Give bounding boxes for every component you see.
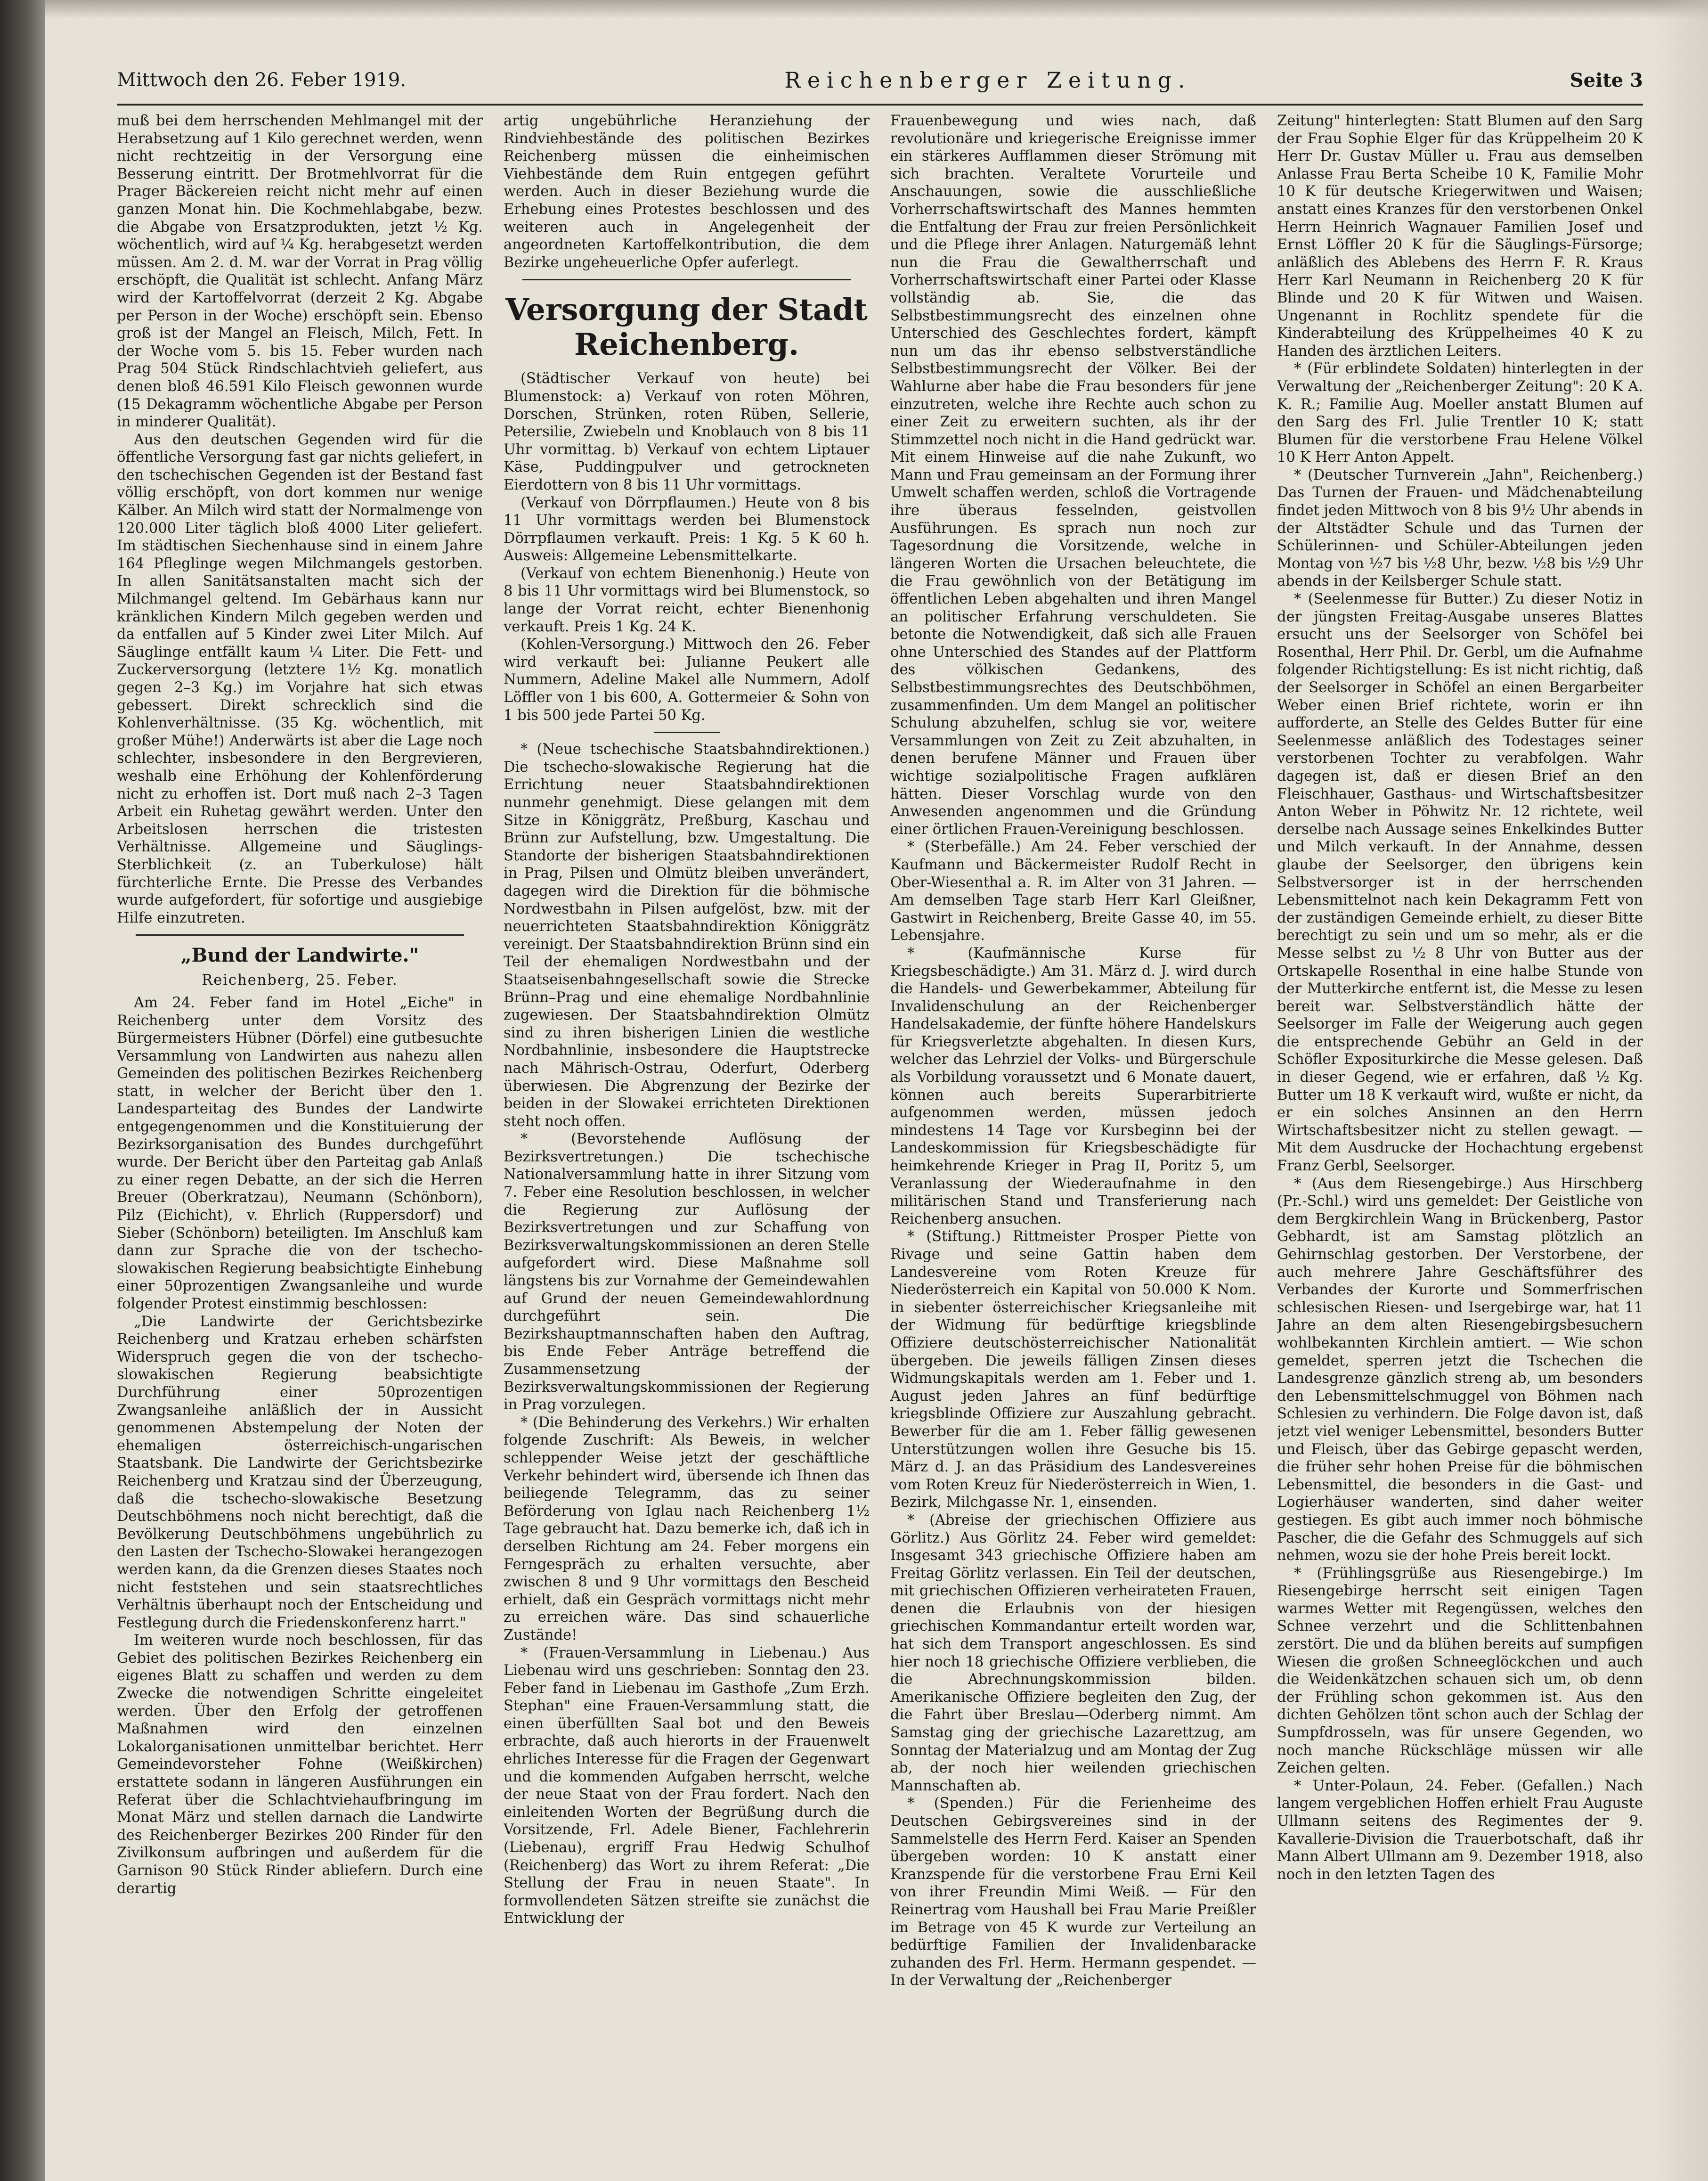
article-text: * (Aus dem Riesengebirge.) Aus Hirschberg (Pr.-Schl.) wird uns gemeldet: Der Geistliche von dem Bergkirchlein Wang in Brückenberg, Pastor Gebhardt, ist am Samstag plötzlich an Gehirnschlag gestorben. Der Verstorbene, der auch mehrere Jahre Geschäftsführer des Verbandes der Kurorte und Sommerfrischen schlesischen Riesen- und Isergebirge war, hat 11 Jahre an dem alten Riesengebirgsbesuchern wohlbekannten Kirchlein amtiert. — Wie schon gemeldet, sperren jetzt die Tschechen die Landesgrenze gänzlich streng ab, um besonders den Lebensmittelschmuggel von Böhmen nach Schlesien zu verhindern. Die Folge davon ist, daß jetzt viel weniger Lebensmittel, besonders Butter und Fleisch, über das Gebirge gepascht werden, die früher sehr hohen Preise für die böhmischen Lebensmittel, die besonders in die Gast- und Logierhäuser wanderten, sind daher weiter gestiegen. Es gibt auch immer noch böhmische Pascher, die die Gefahr des Schmuggels auf sich nehmen, wozu sie der hohe Preis bereit lockt. — [1277, 1175, 1643, 1564]
page-header — [117, 57, 1643, 106]
article-text: * (Frauen-Versammlung in Liebenau.) Aus Liebenau wird uns geschrieben: Sonntag den 23. Feber fand in Liebenau im Gasthofe „Zum Erzh. Stephan" eine Frauen-Versammlung statt, die einen überfüllten Saal bot und den Beweis erbrachte, daß auch hierorts in der Frauenwelt ehrliches Interesse für die Fragen der Gegenwart und die kommenden Aufgaben herrscht, welche der neue Staat von der Frau fordert. Nach den einleitenden Worten der Begrüßung durch die Vorsitzende, Frl. Adele Biener, Fachlehrerin (Liebenau), ergriff Frau Hedwig Schulhof (Reichenberg) das Wort zu ihrem Referat: „Die Stellung der Frau in neuen Staate". In formvollendeten Sätzen streifte sie zunächst die Entwicklung der — [504, 1644, 870, 1927]
column-2 — [504, 112, 870, 2166]
divider — [522, 279, 851, 280]
article-text: * (Kaufmännische Kurse für Kriegsbeschädigte.) Am 31. März d. J. wird durch die Handels- und Gewerbekammer, Abteilung für Invalidenschulung an der Reichenberger Handelsakademie, der fünfte höhere Handelskurs für Kriegsverletzte abgehalten. In diesen Kurs, welcher das Lehrziel der Volks- und Bürgerschule als Vorbildung voraussetzt und 6 Monate dauert, können auch bereits Superarbitrierte aufgenommen werden, müssen jedoch mindestens 14 Tage vor Kursbeginn bei der Landeskommission für Kriegsbeschädigte für heimkehrende Krieger in Prag II, Poritz 5, um Veranlassung der Wiederaufnahme in den militärischen Stand und Transferierung nach Reichenberg ansuchen. — [890, 945, 1256, 1227]
article-text: (Städtischer Verkauf von heute) bei Blumenstock: a) Verkauf von roten Möhren, Dorschen, Strünken, roten Rüben, Sellerie, Petersilie, Zwiebeln und Knoblauch von 8 bis 11 Uhr vormittag. b) Verkauf von echtem Liptauer Käse, Puddingpulver und getrockneten Eierdottern von 8 bis 11 Uhr vormittags. — [504, 370, 870, 493]
article-columns — [117, 112, 1643, 2166]
article-text: Frauenbewegung und wies nach, daß revolutionäre und kriegerische Ereignisse immer ein stärkeres Aufflammen dieser Strömung mit sich brachten. Veraltete Vorurteile und Anschauungen, sowie die ausschließliche Vorherrschaftswirtschaft des Mannes hemmten die Entfaltung der Frau zur freien Persönlichkeit und die Pflege ihrer Anlagen. Naturgemäß lehnt nun die Frau die Gewaltherrschaft und Vorherrschaftswirtschaft einer Partei oder Klasse vollständig ab. Sie, die das Selbstbestimmungsrecht des einzelnen ohne Unterschied des Geschlechtes fordert, kämpft nun um das ihr ebenso selbstverständliche Selbstbestimmungsrecht der Völker. Bei der Wahlurne aber habe die Frau besonders für jene einzutreten, welche ihre Rechte auch schon zu einer Zeit zu erweitern suchten, als ihr der Stimmzettel noch nicht in die Hand gedrückt war. Mit einem Hinweise auf die nahe Zukunft, wo Mann und Frau gemeinsam an der Formung ihrer Umwelt schaffen werden, schloß die Vortragende ihre überaus fesselnden, geistvollen Ausführungen. Es sprach nun noch zur Tagesordnung die Vorsitzende, welche in längeren Worten die Ursachen beleuchtete, die die Frau gewöhnlich von der Betätigung im öffentlichen Leben abgehalten und ihren Mangel an politischer Erfahrung verschuldeten. Sie betonte die Notwendigkeit, daß sich alle Frauen ohne Unterschied des Standes auf der Plattform des völkischen Gedankens, des Selbstbestimmungsrechtes des Deutschböhmen, zusammenfinden. Um dem Mangel an politischer Schulung abzuhelfen, schlug sie vor, weitere Versammlungen von Zeit zu Zeit abzuhalten, in denen berufene Männer und Frauen über wichtige sozialpolitische Fragen aufklären hätten. Dieser Vorschlag wurde von den Anwesenden angenommen und die Gründung einer örtlichen Frauen-Vereinigung beschlossen. — [890, 113, 1256, 838]
newspaper-title: Reichenberger Zeitung. — [784, 67, 1192, 93]
column-3 — [890, 112, 1256, 2166]
article-text: Am 24. Feber fand im Hotel „Eiche" in Reichenberg unter dem Vorsitz des Bürgermeisters Hübner (Dörfel) eine gutbesuchte Versammlung von Landwirten aus nahezu allen Gemeinden des politischen Bezirkes Reichenberg statt, in welcher der Bericht über den 1. Landesparteitag des Bundes der Landwirte entgegengenommen und die Konstituierung der Bezirksorganisation des Bundes durchgeführt wurde. Der Bericht über den Parteitag gab Anlaß zu einer regen Debatte, an der sich die Herren Breuer (Oberkratzau), Neumann (Schönborn), Pilz (Eichicht), v. Ehrlich (Ruppersdorf) und Sieber (Schönborn) beteiligten. Im Anschluß kam dann zur Sprache die von der tschecho-slowakischen Regierung beabsichtigte Einhebung einer 50prozentigen Zwangsanleihe und wurde folgender Protest einstimmig beschlossen: — [117, 994, 483, 1312]
page-number: Seite 3 — [1570, 69, 1643, 91]
article-text: Aus den deutschen Gegenden wird für die öffentliche Versorgung fast gar nichts geliefert, in den tschechischen Gegenden ist der Bestand fast völlig erschöpft, von dort kommen nur wenige Kälber. An Milch wird statt der Normalmenge von 120.000 Liter täglich bloß 4000 Liter geliefert. Im städtischen Siechenhause sind in einem Jahre 164 Pfleglinge wegen Milchmangels gestorben. In allen Sanitätsanstalten macht sich der Milchmangel geltend. Im Gebärhaus kann nur kränklichen Kindern Milch gegeben werden und da entfallen auf 5 Kinder zwei Liter Milch. Auf Säuglinge entfällt kaum ¼ Liter. Die Fett- und Zuckerversorgung (letztere 1½ Kg. monatlich gegen 2–3 Kg.) im Vorjahre hat sich etwas gebessert. Direkt schrecklich sind die Kohlenverhältnisse. (35 Kg. wöchentlich, mit großer Mühe!) Anderwärts ist aber die Lage noch schlechter, insbesondere in den Bergrevieren, weshalb eine Erhöhung der Kohlenförderung nicht zu erhoffen ist. Dort muß nach 2–3 Tagen Arbeit ein Ruhetag gewährt werden. Unter den Arbeitslosen herrschen die tristesten Verhältnisse. Allgemeine und Säuglings-Sterblichkeit (z. an Tuberkulose) hält fürchterliche Ernte. Die Presse des Verbandes wurde aufgefordert, für sofortige und ausgiebige Hilfe einzutreten. — [117, 431, 483, 926]
article-text: * (Die Behinderung des Verkehrs.) Wir erhalten folgende Zuschrift: Als Beweis, in welcher schleppender Weise jetzt der geschäftliche Verkehr behindert wird, übersende ich Ihnen das beiliegende Telegramm, das zu seiner Beförderung von Iglau nach Reichenberg 1½ Tage gebraucht hat. Dazu bemerke ich, daß ich in derselben Richtung am 24. Feber morgens ein Ferngespräch zu erhalten versuchte, aber zwischen 8 und 9 Uhr vormittags den Bescheid erhielt, daß ein Gespräch vormittags nicht mehr zu erreichen wäre. Das sind schauerliche Zustände! — [504, 1414, 870, 1643]
article-text: * (Bevorstehende Auflösung der Bezirksvertretungen.) Die tschechische Nationalversammlung hatte in ihrer Sitzung vom 7. Feber eine Resolution beschlossen, in welcher die Regierung zur Auflösung der Bezirksvertretungen und zur Schaffung von Bezirksverwaltungskommissionen an deren Stelle aufgefordert wird. Diese Maßnahme soll längstens bis zur Vornahme der Gemeindewahlen auf Grund der neuen Gemeindewahlordnung durchgeführt sein. Die Bezirkshauptmannschaften haben den Auftrag, bis Ende Feber Anträge betreffend die Zusammensetzung der Bezirksverwaltungskommissionen der Regierung in Prag vorzulegen. — [504, 1131, 870, 1413]
scan-top-edge — [0, 0, 1708, 19]
article-text: Im weiteren wurde noch beschlossen, für das Gebiet des politischen Bezirkes Reichenberg ein eigenes Blatt zu schaffen und werden zu dem Zwecke die notwendigen Schritte eingeleitet werden. Über den Erfolg der getroffenen Maßnahmen wird den einzelnen Lokalorganisationen unmittelbar berichtet. Herr Gemeindevorsteher Fohne (Weißkirchen) erstattete sodann in längeren Ausführungen ein Referat über die Schlachtviehaufbringung im Monat März und stellen darnach die Landwirte des Reichenberger Bezirkes 200 Rinder für den Zivilkonsum aufbringen und außerdem für die Garnison 90 Stück Rinder abliefern. Durch eine derartig — [117, 1632, 483, 1897]
article-text: * (Für erblindete Soldaten) hinterlegten in der Verwaltung der „Reichenberger Zeitung": 20 K A. K. R.; Familie Aug. Moeller anstatt Blumen auf den Sarg des Frl. Julie Trentler 10 K; statt Blumen für die verstorbene Frau Helene Völkel 10 K Herr Anton Appelt. — [1277, 360, 1643, 466]
article-text: * (Seelenmesse für Butter.) Zu dieser Notiz in der jüngsten Freitag-Ausgabe unseres Blattes ersucht uns der Seelsorger von Schöfel bei Rosenthal, Herr Phil. Dr. Gerbl, um die Aufnahme folgender Richtigstellung: Es ist nicht richtig, daß der Seelsorger in Schöfel an einen Bergarbeiter Weber einen Brief richtete, worin er ihn aufforderte, an Stelle des Geldes Butter für eine Seelenmesse anläßlich des Todestages seiner verstorbenen Tochter zu verabfolgen. Wahr dagegen ist, daß er diesen Brief an den Fleischhauer, Gasthaus- und Wirtschaftsbesitzer Anton Weber in Pöhwitz Nr. 12 richtete, weil derselbe nach Aussage seines Enkelkindes Butter und Milch verkauft. In der Annahme, dessen glaube der Seelsorger, den übrigens kein Selbstversorger ist in der herrschenden Lebensmittelnot nach kein Dekagramm Fett von der zuständigen Gemeinde erhielt, zu dieser Bitte berechtigt zu sein und um so mehr, als er die Messe selbst zu ½ 8 Uhr von Butter aus der Ortskapelle Rosenthal in eine halbe Stunde von der Mutterkirche entfernt ist, die Messe zu lesen bereit war. Selbstverständlich hätte der Seelsorger im Falle der Weigerung auch gegen die entsprechende Gebühr an Geld in der Schöfler Expositurkirche die Messe gelesen. Daß in dieser Gegend, wie er erfahren, daß ½ Kg. Butter um 18 K verkauft wird, wußte er nicht, da er ein solches Ansinnen an den Herrn Wirtschaftsbesitzer nicht zu stellen gewagt. — Mit dem Ausdrucke der Hochachtung ergebenst Franz Gerbl, Seelsorger. — [1277, 591, 1643, 1175]
article-text: * (Sterbefälle.) Am 24. Feber verschied der Kaufmann und Bäckermeister Rudolf Recht in Ober-Wiesenthal a. R. im Alter von 31 Jahren. — Am demselben Tage starb Herr Karl Gleißner, Gastwirt in Reichenberg, Breite Gasse 40, im 55. Lebensjahre. — [890, 839, 1256, 944]
article-text: (Kohlen-Versorgung.) Mittwoch den 26. Feber wird verkauft bei: Julianne Peukert alle Nummern, Adeline Makel alle Nummern, Adolf Löffler von 1 bis 600, A. Gottermeier & Sohn von 1 bis 500 jede Partei 50 Kg. — [504, 636, 870, 724]
article-text: (Verkauf von echtem Bienenhonig.) Heute von 8 bis 11 Uhr vormittags wird bei Blumenstock, so lange der Vorrat reicht, echter Bienenhonig verkauft. Preis 1 Kg. 24 K. — [504, 565, 870, 635]
article-text: Zeitung" hinterlegten: Statt Blumen auf den Sarg der Frau Sophie Elger für das Krüppelheim 20 K Herr Dr. Gustav Müller u. Frau aus demselben Anlasse Frau Berta Scheibe 10 K, Familie Mohr 10 K für deutsche Kriegerwitwen und Waisen; anstatt eines Kranzes für den verstorbenen Onkel Herrn Heinrich Wagnauer Familien Josef und Ernst Löffler 20 K für die Säuglings-Fürsorge; anläßlich des Ablebens des Herrn F. R. Kraus Herr Karl Neumann in Reichenberg 20 K für Blinde und 20 K für Witwen und Waisen. Ungenannt in Rochlitz spendete für die Kinderabteilung des Krüppelheimes 40 K zu Handen des ärztlichen Leiters. — [1277, 113, 1643, 359]
article-text: * (Neue tschechische Staatsbahndirektionen.) Die tschecho-slowakische Regierung hat die Errichtung neuer Staatsbahndirektionen nunmehr genehmigt. Diese gelangen mit dem Sitze in Königgrätz, Preßburg, Kaschau und Brünn zur Aufstellung, bzw. Umgestaltung. Die Standorte der bisherigen Staatsbahndirektionen in Prag, Pilsen und Olmütz bleiben unverändert, dagegen wird die Direktion für die böhmische Nordwestbahn in Pilsen aufgelöst, bzw. mit der neuerrichteten Staatsbahndirektion Königgrätz vereinigt. Der Staatsbahndirektion Brünn sind ein Teil der ehemaligen Nordwestbahn und der Staatseisenbahngesellschaft sowie die Strecke Brünn–Prag und eine ehemalige Nordbahnlinie zugewiesen. Der Staatsbahndirektion Olmütz sind zu ihren bisherigen Linien die westliche Nordbahnlinie, insbesondere die Hauptstrecke nach Mährisch-Ostrau, Oderfurt, Oderberg überwiesen. Die Abgrenzung der Bezirke der beiden in der Slowakei errichteten Direktionen steht noch offen. — [504, 741, 870, 1130]
article-text: * (Frühlingsgrüße aus Riesengebirge.) Im Riesengebirge herrscht seit einigen Tagen warmes Wetter mit Regengüssen, welches den Schnee verzehrt und die Schlittenbahnen zerstört. Die und da blühen bereits auf sumpfigen Wiesen die großen Schneeglöckchen und auch die Weidenkätzchen schauen sich um, ob denn der Frühling schon gekommen ist. Aus den dichten Gehölzen tönt schon auch der Schlag der Sumpfdrosseln, was für unsere Gegenden, wo noch manche Rückschläge müssen wir alle Zeichen gelten. — [1277, 1565, 1643, 1777]
scan-shadow — [1651, 0, 1708, 2181]
issue-date: Mittwoch den 26. Feber 1919. — [117, 69, 407, 91]
article-text: * (Spenden.) Für die Ferienheime des Deutschen Gebirgsvereines sind in der Sammelstelle des Herrn Ferd. Kaiser an Spenden übergeben worden: 10 K anstatt einer Kranzspende für die verstorbene Frau Erni Keil von ihrer Freundin Mimi Weiß. — Für den Reinertrag vom Haushall bei Frau Marie Preißler im Betrage von 45 K wurde zur Verteilung an bedürftige Familien der Invalidenbaracke zuhanden des Frl. Herm. Hermann gespendet. — In der Verwaltung der „Reichenberger — [890, 1795, 1256, 1989]
divider — [136, 934, 464, 936]
article-text: * (Stiftung.) Rittmeister Prosper Piette von Rivage und seine Gattin haben dem Landesvereine vom Roten Kreuze für Niederösterreich ein Kapital von 50.000 K Nom. in siebenter österreichischer Kriegsanleihe mit der Widmung für bedürftige kriegsblinde Offiziere deutschösterreichischer Nationalität übergeben. Die jeweils fälligen Zinsen dieses Widmungskapitals werden am 1. Feber und 1. August jeden Jahres an fünf bedürftige kriegsblinde Offiziere zur Auszahlung gebracht. Bewerber für die am 1. Feber fällig gewesenen Unterstützungen wollen ihre Gesuche bis 15. März d. J. an das Präsidium des Landesvereines vom Roten Kreuz für Niederösterreich in Wien, 1. Bezirk, Milchgasse Nr. 1, einsenden. — [890, 1228, 1256, 1511]
column-1 — [117, 112, 483, 2166]
article-text: muß bei dem herrschenden Mehlmangel mit der Herabsetzung auf 1 Kilo gerechnet werden, wenn nicht rechtzeitig in der Versorgung eine Besserung eintritt. Der Brotmehlvorrat für die Prager Bäckereien reicht nicht mehr auf einen ganzen Monat hin. Die Kochmehlabgabe, bezw. die Abgabe von Ersatzprodukten, jetzt ½ Kg. wöchentlich, wird auf ¼ Kg. herabgesetzt werden müssen. Am 2. d. M. war der Vorrat in Prag völlig erschöpft, die Qualität ist schlecht. Anfang März wird der Kartoffelvorrat (derzeit 2 Kg. Abgabe per Person in der Woche) erschöpft sein. Ebenso groß ist der Mangel an Fleisch, Milch, Fett. In der Woche vom 5. bis 15. Feber wurden nach Prag 504 Stück Rindschlachtvieh geliefert, aus denen bloß 46.591 Kilo Fleisch gewonnen wurde (15 Dekagramm wöchentliche Abgabe per Person in minderer Qualität). — [117, 113, 483, 431]
dateline: Reichenberg, 25. Feber. — [202, 972, 398, 989]
article-text: * (Abreise der griechischen Offiziere aus Görlitz.) Aus Görlitz 24. Feber wird gemeldet: Insgesamt 343 griechische Offiziere haben am Freitag Görlitz verlassen. Ein Teil der deutschen, mit griechischen Offizieren verheirateten Frauen, denen die Erlaubnis von der hiesigen griechischen Kommandantur erteilt worden war, hat sich dem Transport angeschlossen. Es sind hier noch 18 griechische Offiziere verblieben, die die Abrechnungskommission bilden. Amerikanische Offiziere begleiten den Zug, der die Fahrt über Breslau—Oderberg nimmt. Am Samstag ging der griechische Lazarettzug, am Sonntag der Materialzug und am Montag der Zug ab, der noch hier weilenden griechischen Mannschaften ab. — [890, 1511, 1256, 1794]
article-text: * (Deutscher Turnverein „Jahn", Reichenberg.) Das Turnen der Frauen- und Mädchenabteilung findet jeden Mittwoch von 8 bis 9½ Uhr abends in der Altstädter Schule und das Turnen der Schülerinnen- und Schüler-Abteilungen jeden Montag von ½7 bis ½8 Uhr, bezw. ½8 bis ½9 Uhr abends in der Keilsberger Schule statt. — [1277, 466, 1643, 590]
scan-binding-edge — [0, 0, 45, 2181]
column-4 — [1277, 112, 1643, 2166]
article-text: artig ungebührliche Heranziehung der Rindviehbestände des politischen Bezirkes Reichenberg müssen die einheimischen Viehbestände dem Ruin entgegen geführt werden. Auch in dieser Beziehung wurde die Erhebung eines Protestes beschlossen und des weiteren auch in Angelegenheit der angeordneten Kartoffelkontribution, die dem Bezirke ungeheuerliche Opfer auferlegt. — [504, 113, 870, 271]
divider — [654, 732, 720, 733]
article-text: „Die Landwirte der Gerichtsbezirke Reichenberg und Kratzau erheben schärfsten Widerspruch gegen die von der tschecho-slowakischen Regierung beabsichtigte Durchführung einer 50prozentigen Zwangsanleihe anläßlich der in Aussicht genommenen Abstempelung der Noten der ehemaligen österreichisch-ungarischen Staatsbank. Die Landwirte der Gerichtsbezirke Reichenberg und Kratzau sind der Überzeugung, daß die tschecho-slowakische Besetzung Deutschböhmens noch nicht berechtigt, daß die Bevölkerung Deutschböhmens ungebührlich zu den Lasten der Tschecho-Slowakei herangezogen werden kann, da die Grenzen dieses Staates noch nicht feststehen und sein staatsrechtliches Verhältnis überhaupt noch der Entscheidung und Festlegung durch die Friedenskonferenz harrt." — [117, 1313, 483, 1631]
article-text: * Unter-Polaun, 24. Feber. (Gefallen.) Nach langem vergeblichen Hoffen erhielt Frau Auguste Ullmann seitens des Regimentes der 9. Kavallerie-Division die Trauerbotschaft, daß ihr Mann Albert Ullmann am 9. Dezember 1918, also noch in den letzten Tagen des — [1277, 1777, 1643, 1883]
article-text: (Verkauf von Dörrpflaumen.) Heute von 8 bis 11 Uhr vormittags werden bei Blumenstock Dörrpflaumen verkauft. Preis: 1 Kg. 5 K 60 h. Ausweis: Allgemeine Lebensmittelkarte. — [504, 494, 870, 564]
section-heading: „Bund der Landwirte." — [180, 944, 419, 967]
section-heading: Versorgung der Stadt Reichenberg. — [505, 292, 868, 363]
